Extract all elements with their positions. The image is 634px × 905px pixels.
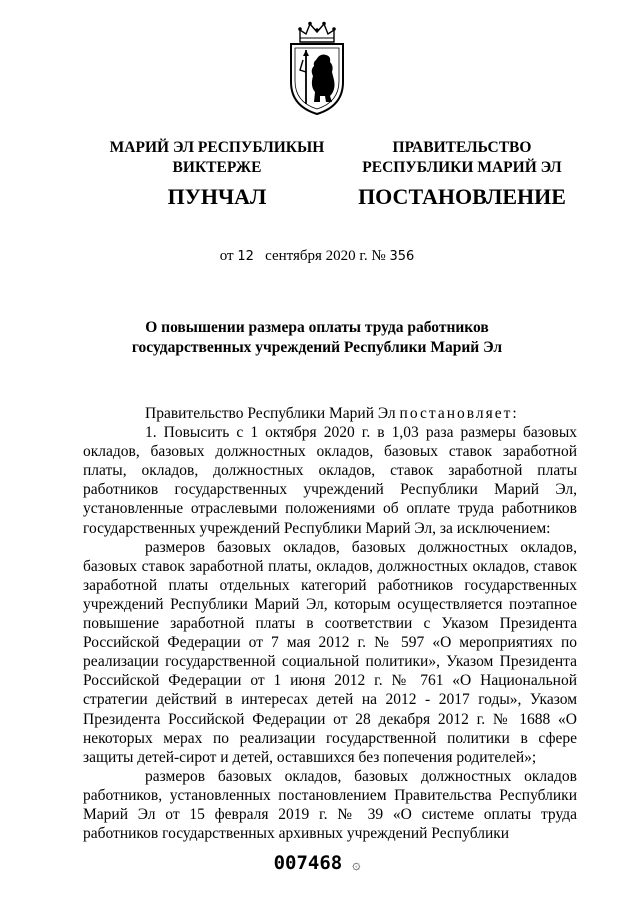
intro-paragraph	[83, 404, 577, 423]
date-month-year: сентября 2020 г. №	[265, 248, 386, 264]
document-number: 356	[389, 249, 415, 264]
header-left-line1: МАРИЙ ЭЛ РЕСПУБЛИКЫН	[109, 139, 325, 156]
title-line1: О повышении размера оплаты труда работников	[145, 319, 489, 336]
paragraph-2: размеров базовых окладов, базовых должностных окладов, базовых ставок заработной платы, окладов, должностных окладов, ставок заработной платы отдельных категорий работников государственных учреждений Республики Марий Эл, которым осуществляется поэтапное повышение заработной платы в соответствии с Указом Президента Российской Федерации от 7 мая 2012 г. № 597 «О мероприятиях по реализации государственной социальной политики», Указом Президента Российской Федерации от 1 июня 2012 г. № 761 «О Национальной стратегии действий в интересах детей на 2012 - 2017 годы», Указом Президента Российской Федерации от 28 декабря 2012 г. № 1688 «О некоторых мерах по реализации государственной политики в сфере защиты детей-сирот и детей, оставшихся без попечения родителей»;	[83, 538, 577, 766]
header-right-line2: РЕСПУБЛИКИ МАРИЙ ЭЛ	[362, 159, 562, 176]
paragraph-3: размеров базовых окладов, базовых должностных окладов работников, установленных постановлением Правительства Республики Марий Эл от 15 февраля 2019 г. № 39 «О системе оплаты труда работников государственных архивных учреждений Республики	[83, 767, 577, 843]
header-left-line2: ВИКТЕРЖЕ	[172, 159, 262, 176]
document-title	[60, 318, 574, 358]
header-right-block	[332, 138, 592, 212]
title-line2: государственных учреждений Республики Марий Эл	[131, 339, 503, 356]
document-body	[83, 404, 577, 843]
footer-serial	[0, 852, 634, 874]
header-left-doc-type: ПУНЧАЛ	[167, 184, 267, 209]
date-prefix: от	[219, 248, 234, 264]
serial-number: 007468	[273, 852, 343, 874]
document-date	[0, 248, 634, 265]
coat-of-arms-icon	[286, 20, 348, 116]
date-day: 12	[237, 249, 254, 264]
header-right-line1: ПРАВИТЕЛЬСТВО	[392, 139, 532, 156]
header-left-block	[72, 138, 362, 212]
intro-lead: Правительство Республики Марий Эл	[145, 405, 396, 422]
intro-decree-word: постановляет:	[399, 405, 519, 422]
header-right-doc-type: ПОСТАНОВЛЕНИЕ	[358, 184, 566, 209]
ornament-icon: ۞	[352, 857, 361, 873]
paragraph-1: 1. Повысить с 1 октября 2020 г. в 1,03 раза размеры базовых окладов, базовых должностных окладов, базовых ставок заработной платы, окладов, должностных окладов, ставок заработной платы работников государственных учреждений Республики Марий Эл, установленные отраслевыми положениями об оплате труда работников государственных учреждений Республики Марий Эл, за исключением:	[83, 424, 577, 537]
